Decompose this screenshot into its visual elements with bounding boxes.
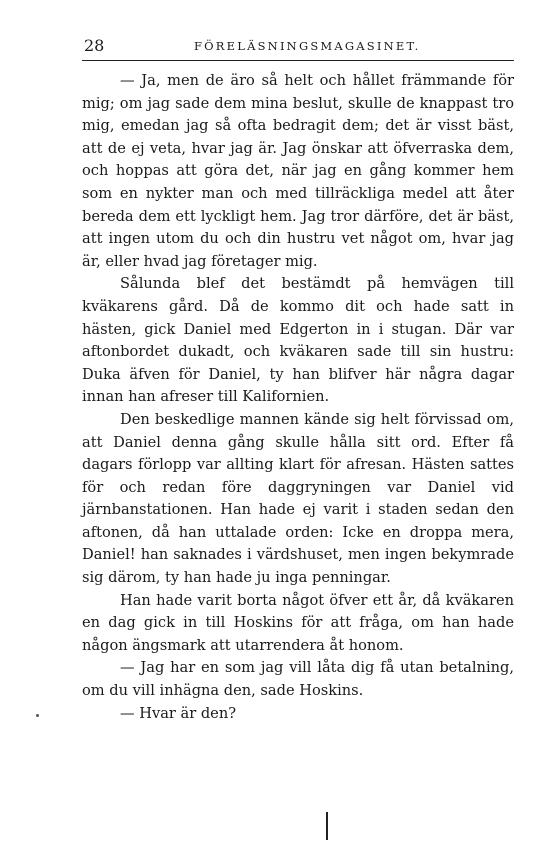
running-title: FÖRELÄSNINGSMAGASINET. bbox=[194, 39, 421, 53]
paragraph-5: — Jag har en som jag vill låta dig få utan betalning, om du vill inhägna den, sade Hoskins. bbox=[82, 659, 514, 700]
paragraph-1: — Ja, men de äro så helt och hållet främmande för mig; om jag sade dem mina beslut, skulle de knappast tro mig, emedan jag så ofta bedragit dem; det är visst bäst, att de ej veta, hvar jag är. Jag önskar att öfverraska dem, och hoppas att göra det, när jag en gång kommer hem som en nykter man och med tillräckliga medel att åter bereda dem ett lyckligt hem. Jag tror därföre, det är bäst, att ingen utom du och din hustru vet något om, hvar jag är, eller hvad jag företager mig. bbox=[82, 72, 514, 270]
paragraph-3: Den beskedlige mannen kände sig helt förvissad om, att Daniel denna gång skulle hålla sitt ord. Efter få dagars förlopp var allting klart för afresan. Hästen sattes för och redan före daggryningen var Daniel vid järnbanstationen. Han hade ej varit i staden sedan den aftonen, då han uttalade orden: Icke en droppa mera, Daniel! han saknades i värdshuset, men ingen bekymrade sig därom, ty han hade ju inga penningar. bbox=[82, 410, 514, 587]
running-head bbox=[84, 36, 516, 56]
body-text bbox=[82, 70, 514, 725]
paragraph-4: Han hade varit borta något öfver ett år, då kväkaren en dag gick in till Hoskins för att fråga, om han hade någon ängsmark att utarrendera åt honom. bbox=[82, 591, 514, 654]
page-number: 28 bbox=[84, 36, 105, 55]
paragraph-2: Sålunda blef det bestämdt på hemvägen till kväkarens gård. Då de kommo dit och hade satt in hästen, gick Daniel med Edgerton in i stugan. Där var aftonbordet dukadt, och kväkaren sade till sin hustru: Duka äfven för Daniel, ty han blifver här några dagar innan han afreser till Kalifornien. bbox=[82, 275, 514, 406]
margin-speck bbox=[36, 714, 39, 717]
paragraph-6: — Hvar är den? bbox=[120, 704, 237, 722]
gutter-mark bbox=[326, 812, 328, 840]
header-rule bbox=[82, 60, 514, 61]
